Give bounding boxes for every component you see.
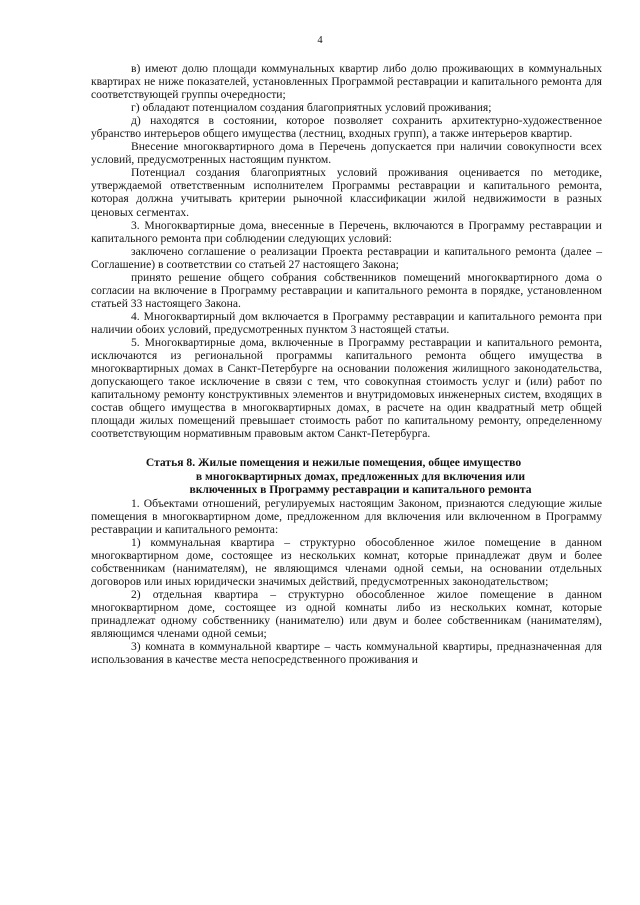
paragraph-objects: 1. Объектами отношений, регулируемых настоящим Законом, признаются следующие жилые помещения в многоквартирном доме, предложенном для включения или включенном в Программу реставрации и капитального ремонта:	[91, 496, 602, 536]
article-heading-line-3: включенных в Программу реставрации и капитального ремонта	[189, 483, 532, 497]
paragraph-item-g: г) обладают потенциалом создания благоприятных условий проживания;	[131, 101, 492, 115]
paragraph-communal-apartment: 1) коммунальная квартира – структурно обособленное жилое помещение в данном многоквартирном доме, состоящее из нескольких комнат, которые принадлежат двум и более собственникам (нанимателям), не являющимся членами одной семьи, на основании отдельных договоров или иных юридически значимых действий, предусмотренных законодательством;	[91, 535, 602, 588]
paragraph-item-d: д) находятся в состоянии, которое позволяет сохранить архитектурно-художественное убранство интерьеров общего имущества (лестниц, входных групп), а также интерьеров квартир.	[91, 114, 602, 141]
article-heading-line-1: Статья 8. Жилые помещения и нежилые помещения, общее имущество	[145, 456, 522, 470]
document-body	[91, 62, 602, 666]
paragraph-room-in-communal: 3) комната в коммунальной квартире – часть коммунальной квартиры, предназначенная для использования в качестве места непосредственного проживания и	[91, 640, 602, 667]
paragraph-inclusion-condition: Внесение многоквартирного дома в Перечень допускается при наличии совокупности всех условий, предусмотренных настоящим пунктом.	[91, 140, 602, 167]
paragraph-owners-decision: принято решение общего собрания собственников помещений многоквартирного дома о согласии на включение в Программу реставрации и капитального ремонта в порядке, установленном статьей 33 настоящего Закона.	[91, 270, 602, 310]
section-gap	[91, 440, 602, 453]
paragraph-clause-5: 5. Многоквартирные дома, включенные в Программу реставрации и капитального ремонта, исключаются из региональной программы капитального ремонта общего имущества в многоквартирных домах в Санкт-Петербурге на основании положения жилищного законодательства, допускающего такое исключение в связи с тем, что совокупная стоимость услуг и (или) работ по капитальному ремонту конструктивных элементов и внутридомовых инженерных систем, входящих в состав общего имущества в многоквартирных домах, в расчете на один квадратный метр общей площади жилых помещений превышает стоимость работ по капитальному ремонту, определенному соответствующим нормативным правовым актом Санкт-Петербурга.	[91, 335, 602, 441]
paragraph-item-v: в) имеют долю площади коммунальных квартир либо долю проживающих в коммунальных квартирах не ниже показателей, установленных Программой реставрации и капитального ремонта для соответствующей группы очередности;	[91, 62, 602, 102]
paragraph-agreement: заключено соглашение о реализации Проекта реставрации и капитального ремонта (далее – Соглашение) в соответствии со статьей 27 настоящего Закона;	[91, 244, 602, 271]
paragraph-clause-3: 3. Многоквартирные дома, внесенные в Перечень, включаются в Программу реставрации и капитального ремонта при соблюдении следующих условий:	[91, 218, 602, 245]
paragraph-clause-4: 4. Многоквартирный дом включается в Программу реставрации и капитального ремонта при наличии обоих условий, предусмотренных пунктом 3 настоящей статьи.	[91, 309, 602, 336]
paragraph-potential-method: Потенциал создания благоприятных условий проживания оценивается по методике, утверждаемой ответственным исполнителем Программы реставрации и капитального ремонта, которая должна учитывать критерии рыночной классификации жилой недвижимости в разных ценовых сегментах.	[91, 166, 602, 219]
article-heading	[91, 456, 602, 496]
article-heading-line-2: в многоквартирных домах, предложенных для включения или	[195, 469, 526, 483]
page-number: 4	[317, 35, 323, 46]
paragraph-separate-apartment: 2) отдельная квартира – структурно обособленное жилое помещение в данном многоквартирном доме, состоящее из одной комнаты либо из нескольких комнат, которые принадлежат одному собственнику (нанимателю) или двум и более собственникам (нанимателям), являющимся членами одной семьи;	[91, 587, 602, 641]
